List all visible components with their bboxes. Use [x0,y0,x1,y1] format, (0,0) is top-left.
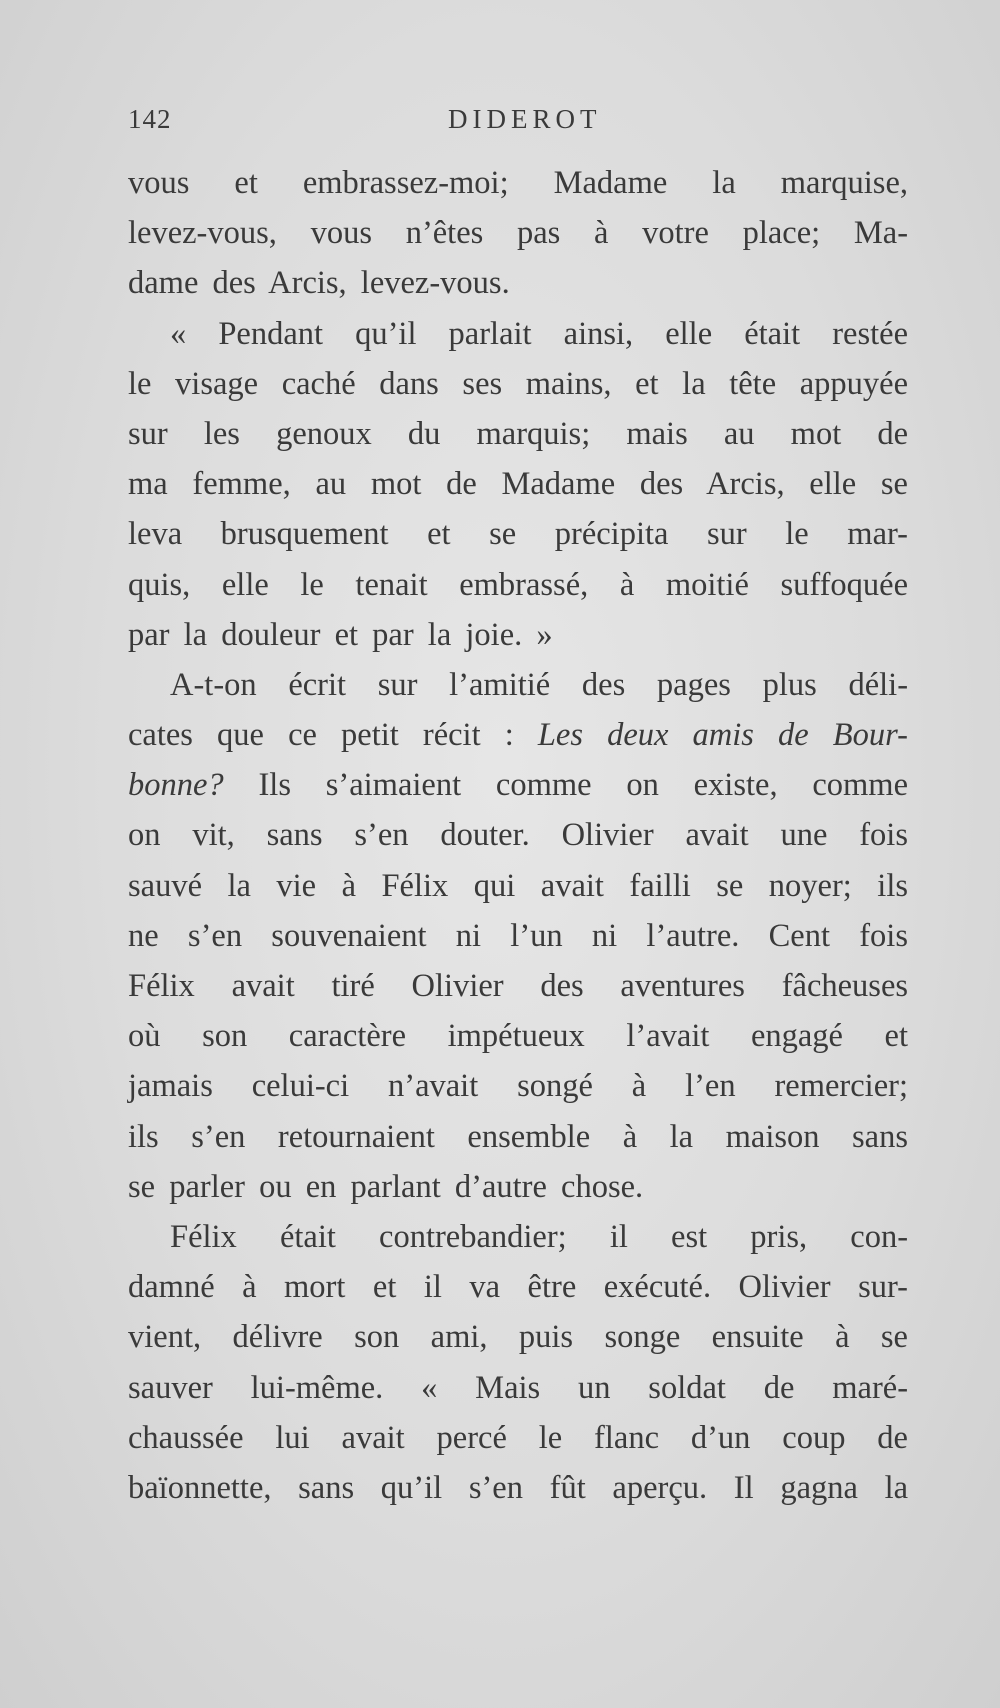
text-line [128,911,908,961]
line-text: ne s’en souvenaient ni l’un ni l’autre. Cent fois [128,917,908,954]
paragraph-start-line [128,1212,908,1262]
text-line [128,359,908,409]
text-line [128,961,908,1011]
body-text [128,158,908,1513]
paragraph-start-line [128,660,908,710]
line-text: par la douleur et par la joie. » [128,616,553,653]
line-text-roman: cates que ce petit récit : [128,717,538,754]
text-line [128,1011,908,1061]
text-line [128,1413,908,1463]
line-text: « Pendant qu’il parlait ainsi, elle était restée [170,315,909,352]
text-line [128,810,908,860]
line-text: se parler ou en parlant d’autre chose. [128,1168,644,1205]
line-text: leva brusquement et se précipita sur le mar- [128,516,908,553]
line-text: damné à mort et il va être exécuté. Olivier sur- [128,1269,908,1306]
page-number: 142 [128,104,172,134]
text-line [128,1162,908,1212]
line-text: où son caractère impétueux l’avait engagé et [128,1018,909,1055]
line-text: jamais celui-ci n’avait songé à l’en remercier; [128,1068,908,1105]
line-text: vient, délivre son ami, puis songe ensuite à se [128,1319,908,1356]
line-text: sauvé la vie à Félix qui avait failli se noyer; ils [128,867,909,904]
line-text [128,760,908,810]
text-line [128,1463,908,1513]
text-line [128,560,908,610]
line-text: ils s’en retournaient ensemble à la maison sans [128,1118,909,1155]
text-line [128,861,908,911]
book-title-italic: Les deux amis de Bour- [537,717,908,754]
text-line [128,509,908,559]
line-text: ma femme, au mot de Madame des Arcis, elle se [128,466,908,503]
text-line [128,1061,908,1111]
line-text: Félix était contrebandier; il est pris, con- [170,1218,909,1255]
text-line [128,760,908,810]
text-line [128,409,908,459]
line-text: sauver lui-même. « Mais un soldat de maré- [128,1369,909,1406]
text-line [128,459,908,509]
text-line [128,710,908,760]
line-text: sur les genoux du marquis; mais au mot de [128,415,909,452]
book-title-italic: bonne? [128,767,224,804]
text-line [128,158,908,208]
paragraph-start-line [128,309,908,359]
text-line [128,1262,908,1312]
line-text: quis, elle le tenait embrassé, à moitié suffoquée [128,566,909,603]
line-text: on vit, sans s’en douter. Olivier avait une fois [128,817,908,854]
line-text: levez-vous, vous n’êtes pas à votre place; Ma- [128,215,909,252]
text-line [128,1112,908,1162]
line-text: A-t-on écrit sur l’amitié des pages plus déli- [170,666,909,703]
line-text: baïonnette, sans qu’il s’en fût aperçu. Il gagna la [128,1469,909,1506]
line-text [128,710,908,760]
line-text: le visage caché dans ses mains, et la tête appuyée [128,365,909,402]
line-text: Félix avait tiré Olivier des aventures fâcheuses [128,968,909,1004]
line-text: dame des Arcis, levez-vous. [128,265,510,302]
line-text: chaussée lui avait percé le flanc d’un coup de [128,1419,908,1456]
text-line [128,208,908,258]
text-line [128,1312,908,1362]
running-head [128,104,908,144]
line-text: vous et embrassez-moi; Madame la marquise, [128,165,908,201]
text-line [128,1363,908,1413]
line-text-roman: Ils s’aimaient comme on existe, comme [223,767,909,804]
text-line [128,610,908,660]
text-line [128,258,908,308]
running-title: DIDEROT [448,104,602,134]
